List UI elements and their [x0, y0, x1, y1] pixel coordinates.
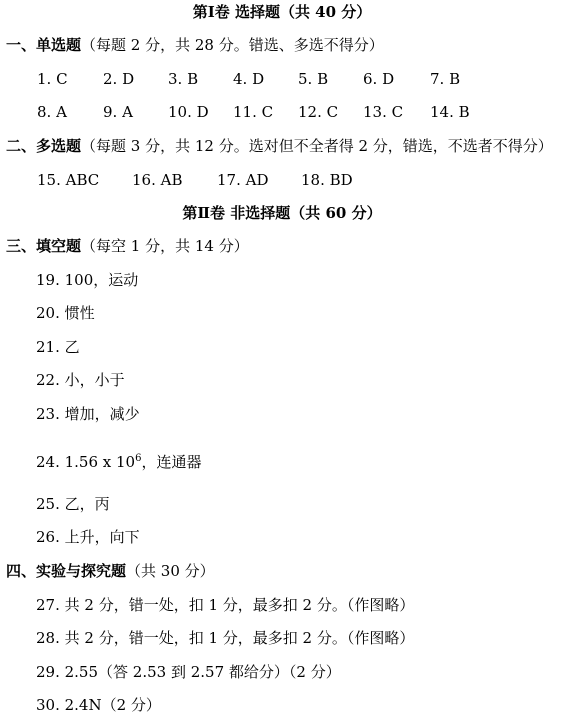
answer-item: 17. AD [217, 171, 269, 189]
answer-24-rest: ，连通器 [141, 453, 202, 471]
answer-item: 10. D [168, 103, 209, 121]
answer-24-exponent: 6 [135, 453, 142, 464]
answer-item: 7. B [430, 70, 461, 88]
section2-note: （每题 3 分，共 12 分。选对但不全者得 2 分，错选，不选者不得分） [81, 137, 553, 155]
answer-item: 1. C [37, 70, 68, 88]
answer-item: 11. C [233, 103, 274, 121]
answer-21: 21. 乙 [36, 338, 80, 356]
section1-note: （每题 2 分，共 28 分。错选、多选不得分） [81, 36, 384, 54]
answer-item: 5. B [298, 70, 329, 88]
answer-26: 26. 上升，向下 [36, 528, 140, 546]
answer-item: 15. ABC [37, 171, 100, 189]
section1-label: 一、单选题 [6, 36, 82, 54]
answer-22: 22. 小，小于 [36, 371, 125, 389]
answer-item: 12. C [298, 103, 339, 121]
answer-item: 16. AB [132, 171, 183, 189]
section2-label: 二、多选题 [6, 137, 82, 155]
answer-23: 23. 增加，减少 [36, 405, 140, 423]
part2-title: 第Ⅱ卷 非选择题（共 60 分） [182, 204, 382, 222]
answer-item: 9. A [103, 103, 133, 121]
section4-label: 四、实验与探究题 [6, 562, 127, 580]
section3-label: 三、填空题 [6, 237, 82, 255]
answer-20: 20. 惯性 [36, 304, 95, 322]
answer-24-number: 24. 1.56 x 10 [36, 453, 136, 471]
section3-heading [6, 236, 249, 256]
answer-item: 13. C [363, 103, 404, 121]
answer-29: 29. 2.55（答 2.53 到 2.57 都给分）（2 分） [36, 663, 341, 681]
answer-25: 25. 乙，丙 [36, 495, 110, 513]
answer-24 [36, 452, 202, 472]
answer-item: 6. D [363, 70, 395, 88]
answer-30: 30. 2.4N（2 分） [36, 696, 161, 714]
section1-heading [6, 35, 384, 55]
answer-28: 28. 共 2 分，错一处，扣 1 分，最多扣 2 分。（作图略） [36, 629, 415, 647]
answer-item: 18. BD [301, 171, 353, 189]
answer-27: 27. 共 2 分，错一处，扣 1 分，最多扣 2 分。（作图略） [36, 596, 415, 614]
answer-item: 2. D [103, 70, 135, 88]
answer-item: 4. D [233, 70, 265, 88]
section4-heading [6, 561, 215, 581]
section4-note: （共 30 分） [126, 562, 215, 580]
part1-title: 第Ⅰ卷 选择题（共 40 分） [192, 3, 372, 21]
answer-item: 8. A [37, 103, 67, 121]
section2-heading [6, 136, 553, 156]
answer-19: 19. 100，运动 [36, 271, 139, 289]
answer-item: 3. B [168, 70, 199, 88]
section3-note: （每空 1 分，共 14 分） [81, 237, 249, 255]
answer-item: 14. B [430, 103, 470, 121]
